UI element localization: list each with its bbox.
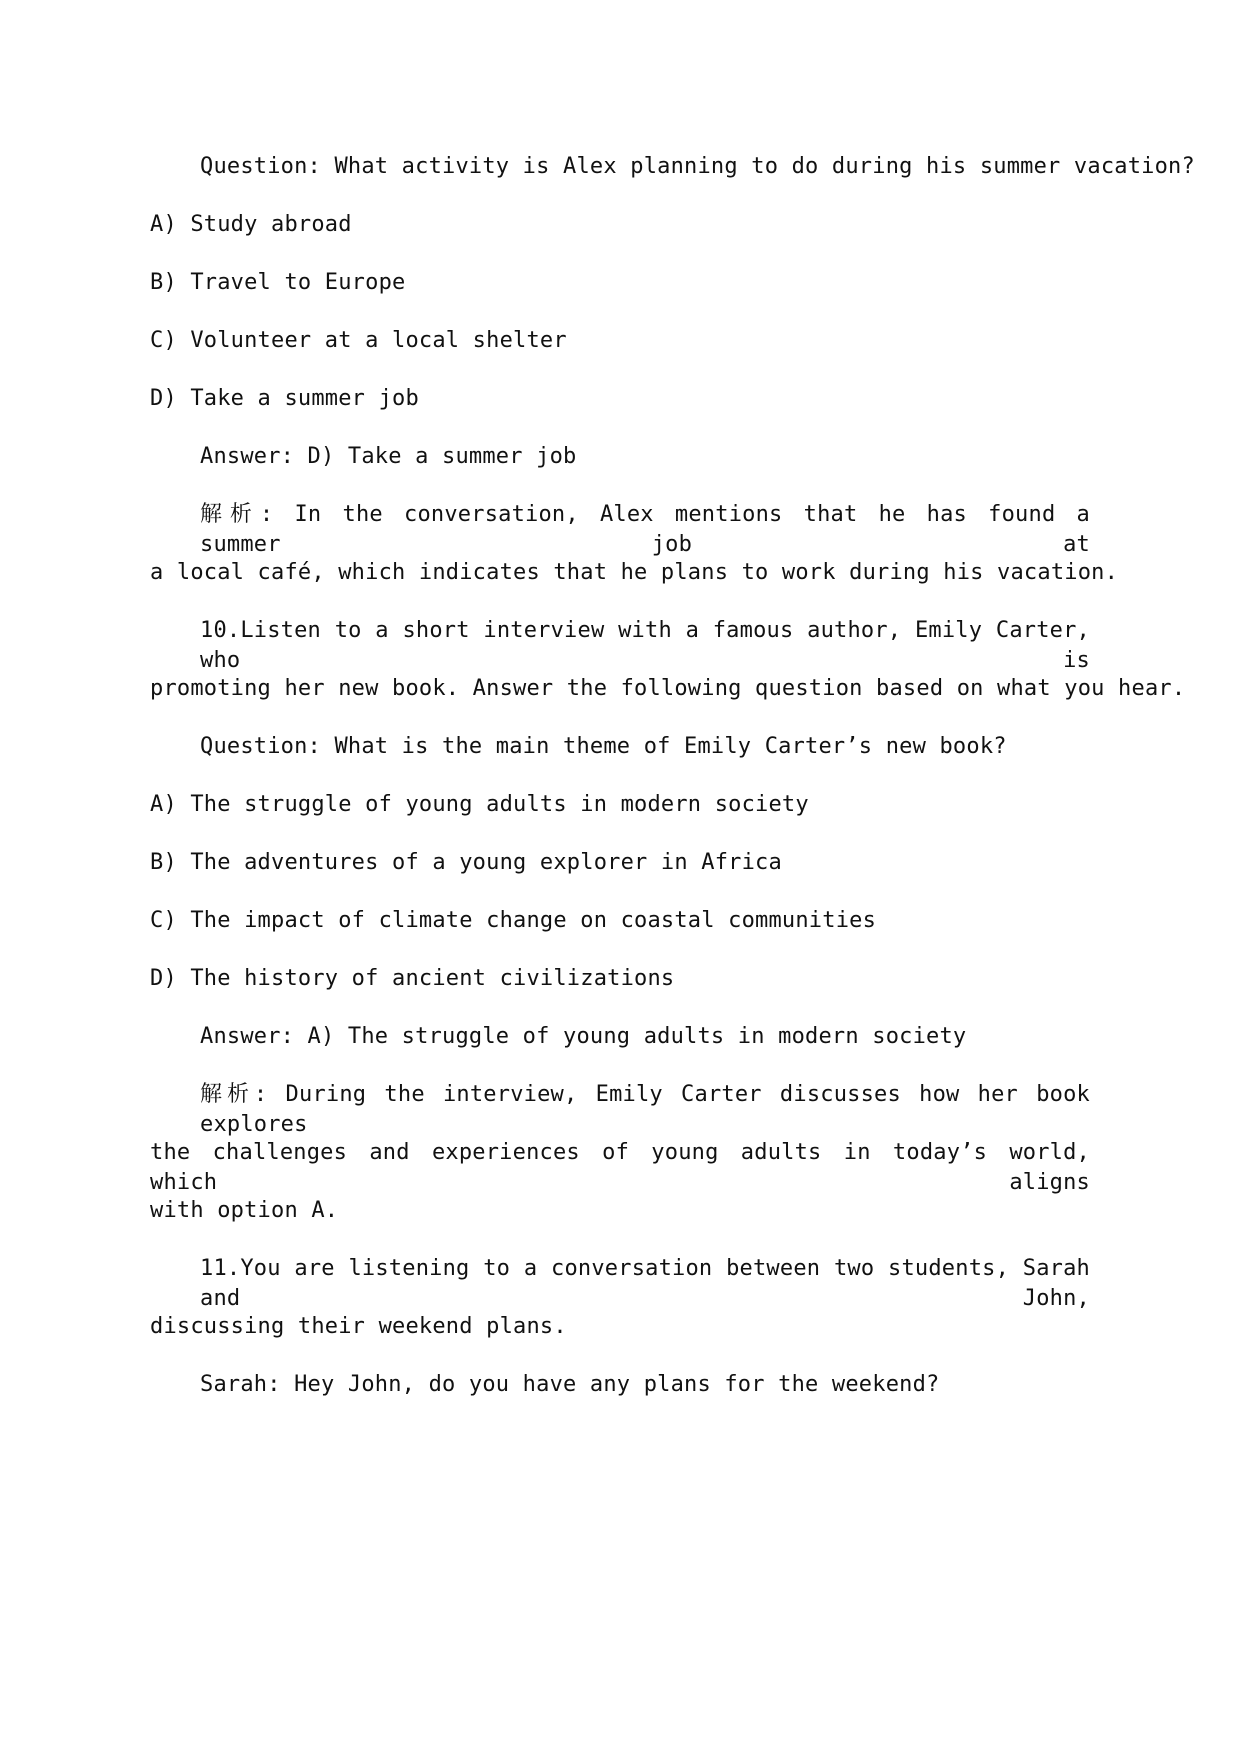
q9-option-c: C) Volunteer at a local shelter xyxy=(150,328,567,353)
q10-option-a: A) The struggle of young adults in modern society xyxy=(150,792,809,817)
q10-intro-line-2: promoting her new book. Answer the following question based on what you hear. xyxy=(150,676,1186,701)
q10-answer: Answer: A) The struggle of young adults in modern society xyxy=(200,1024,967,1049)
q10-option-b: B) The adventures of a young explorer in Africa xyxy=(150,850,782,875)
q9-answer: Answer: D) Take a summer job xyxy=(200,444,577,469)
q9-analysis-line-1: 解析: In the conversation, Alex mentions that he has found a summer job at xyxy=(200,502,1090,557)
q10-question: Question: What is the main theme of Emily Carter’s new book? xyxy=(200,734,1007,759)
q11-dialogue-sarah: Sarah: Hey John, do you have any plans for the weekend? xyxy=(200,1372,940,1397)
q9-analysis-line-2: a local café, which indicates that he plans to work during his vacation. xyxy=(150,560,1119,585)
q11-intro-line-1: 11.You are listening to a conversation between two students, Sarah and John, xyxy=(200,1256,1090,1311)
q10-option-d: D) The history of ancient civilizations xyxy=(150,966,675,991)
q10-intro-line-1: 10.Listen to a short interview with a famous author, Emily Carter, who is xyxy=(200,618,1090,673)
q9-option-b: B) Travel to Europe xyxy=(150,270,406,295)
q10-analysis-line-3: with option A. xyxy=(150,1198,339,1223)
q10-analysis-line-2: the challenges and experiences of young adults in today’s world, which aligns xyxy=(150,1140,1090,1195)
q10-analysis-line-1: 解析: During the interview, Emily Carter discusses how her book explores xyxy=(200,1082,1090,1137)
q11-intro-line-2: discussing their weekend plans. xyxy=(150,1314,567,1339)
q9-option-a: A) Study abroad xyxy=(150,212,352,237)
q10-option-c: C) The impact of climate change on coastal communities xyxy=(150,908,877,933)
q9-question: Question: What activity is Alex planning to do during his summer vacation? xyxy=(200,154,1195,179)
q9-option-d: D) Take a summer job xyxy=(150,386,419,411)
